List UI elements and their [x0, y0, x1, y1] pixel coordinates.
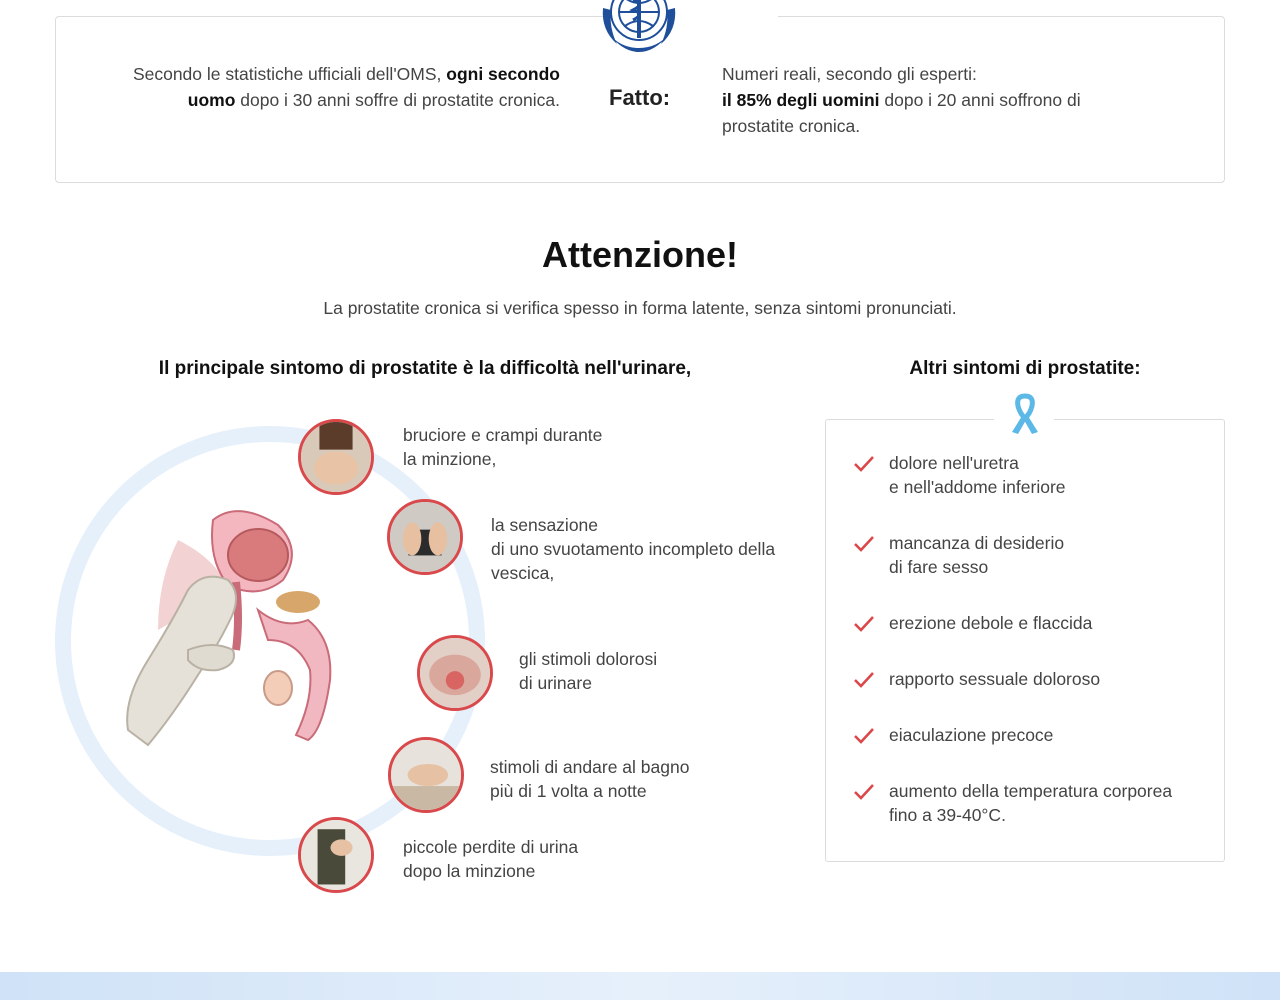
other-symptom-item: dolore nell'uretra e nell'addome inferiore: [852, 451, 1212, 499]
other-symptom-item: eiaculazione precoce: [852, 723, 1212, 747]
attention-title: Attenzione!: [542, 234, 738, 275]
symptom-image-2: [387, 499, 463, 575]
other-symptom-item: erezione debole e flaccida: [852, 611, 1212, 635]
symptom-text-5: piccole perdite di urina dopo la minzione: [403, 837, 579, 881]
other-symptom-item: rapporto sessuale doloroso: [852, 667, 1212, 691]
anatomy-illustration: [118, 500, 348, 750]
symptom-text-2: la sensazione di uno svuotamento incompleto della vescica,: [491, 515, 776, 583]
next-section-band: [0, 972, 1280, 1000]
fact-label: Fatto:: [609, 85, 671, 110]
fact-left-text: Secondo le statistiche ufficiali dell'OMS, ogni secondo uomo dopo i 30 anni soffre di prostatite cronica.: [132, 64, 560, 110]
fact-right-text: Numeri reali, secondo gli esperti: il 85% degli uomini dopo i 20 anni soffrono di prostatite cronica.: [722, 64, 1081, 136]
check-icon: [852, 667, 876, 691]
check-icon: [852, 531, 876, 555]
awareness-ribbon-icon: [1010, 392, 1040, 436]
symptom-text-3: gli stimoli dolorosi di urinare: [519, 649, 658, 693]
main-symptom-heading: Il principale sintomo di prostatite è la difficoltà nell'urinare,: [158, 358, 692, 379]
check-icon: [852, 611, 876, 635]
check-icon: [852, 723, 876, 747]
check-icon: [852, 451, 876, 475]
attention-subtitle: La prostatite cronica si verifica spesso in forma latente, senza sintomi pronunciati.: [323, 298, 957, 318]
symptom-text-1: bruciore e crampi durante la minzione,: [403, 425, 603, 469]
other-symptoms-heading: Altri sintomi di prostatite:: [909, 358, 1141, 379]
other-symptom-item: mancanza di desiderio di fare sesso: [852, 531, 1212, 579]
symptom-image-1: [298, 419, 374, 495]
symptom-image-5: [298, 817, 374, 893]
symptom-image-4: [388, 737, 464, 813]
fact-right-bold: il 85% degli uomini: [722, 90, 880, 110]
fact-left-bold: ogni secondo uomo: [187, 64, 560, 110]
other-symptom-item: aumento della temperatura corporea fino a 39-40°C.: [852, 779, 1212, 827]
symptom-text-4: stimoli di andare al bagno più di 1 volta a notte: [490, 757, 690, 801]
check-icon: [852, 779, 876, 803]
symptom-image-3: [417, 635, 493, 711]
who-emblem-icon: [587, 0, 691, 68]
